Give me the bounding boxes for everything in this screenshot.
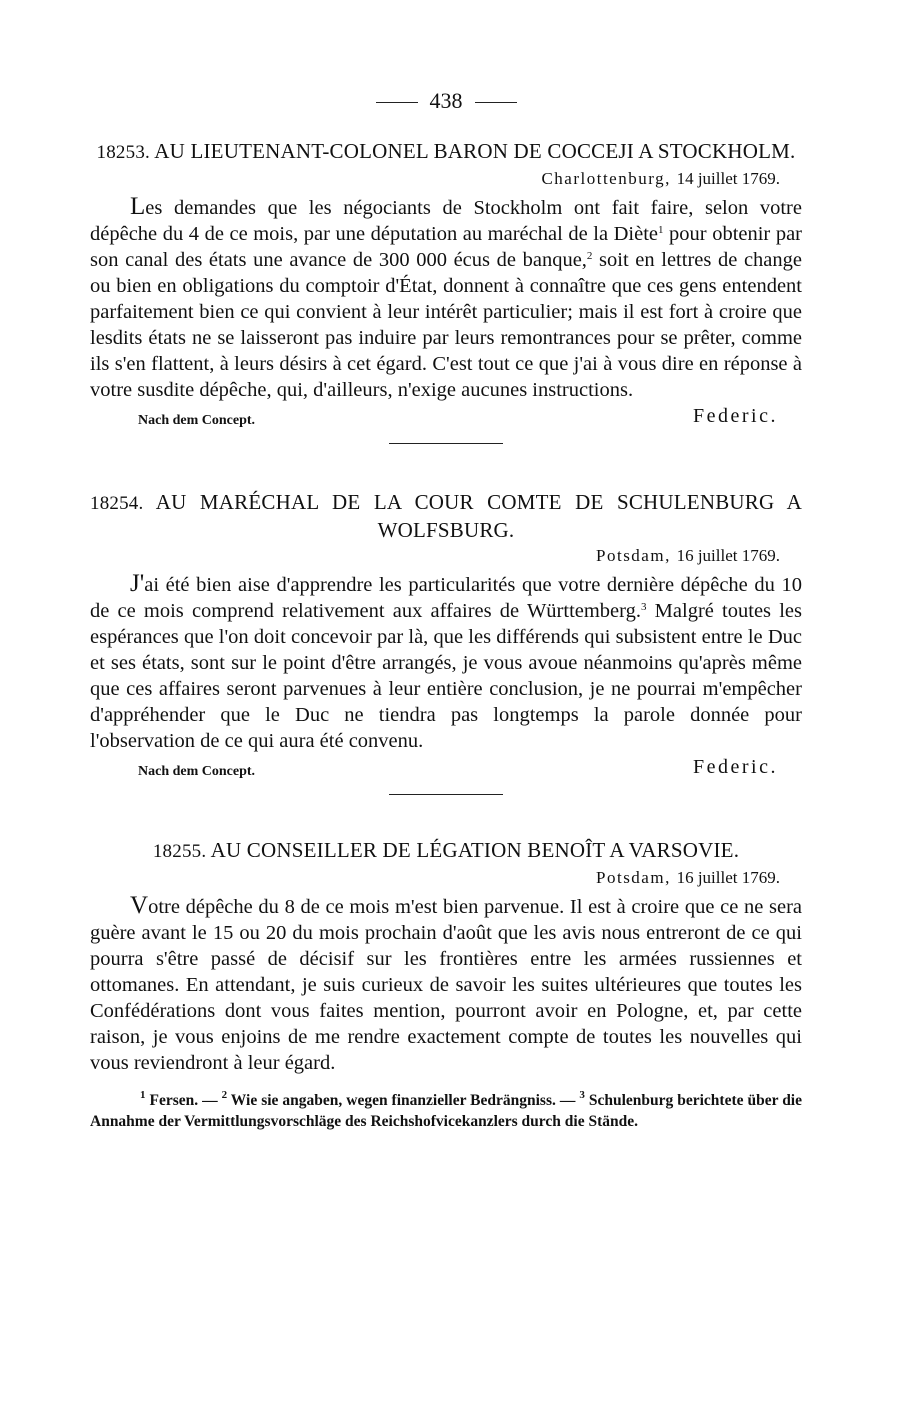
source-note: Nach dem Concept.: [138, 413, 256, 428]
letter-body-part: Les demandes que les négociants de Stockholm ont fait faire, selon votre dépêche du 4 de ce mois, par une députation au maréchal de la Diète: [90, 193, 802, 245]
footnote-marker: 1: [140, 1089, 146, 1101]
letter-place: Potsdam,: [596, 868, 671, 887]
letter-place: Potsdam,: [596, 546, 671, 565]
section-divider: [389, 794, 503, 795]
letter-heading: [90, 489, 802, 543]
letter-place: Charlottenburg,: [541, 169, 671, 188]
letter-body-part: pour obtenir par son canal des états une avance de 300 000 écus de banque,: [90, 223, 802, 271]
signature: Federic.: [693, 405, 778, 427]
letter-dateline: [90, 543, 802, 569]
letter-date: 16 juillet 1769.: [676, 546, 780, 565]
letter-recipient: AU MARÉCHAL DE LA COUR COMTE DE SCHULENBURG A WOLFSBURG.: [155, 490, 802, 542]
letter-body-part: Votre dépêche du 8 de ce mois m'est bien parvenue. Il est à croire que ce ne sera guère avant le 15 ou 20 du mois prochain d'août que les avis nous entreront de ce qui pourra s'être passé de décisif sur les frontières entre les armées russiennes et ottomanes. En attendant, je suis curieux de savoir les suites ultérieures que toutes les Confédérations dont vous faites mention, pourront avoir en Pologne, et, par cette raison, je vous enjoins de me rendre exactement compte de toutes les nouvelles qui vous reviendront à leur égard.: [90, 892, 802, 1074]
page: [90, 84, 802, 1132]
header-rule-left: [376, 102, 418, 103]
footnote-text: Wie sie angaben, wegen finanzieller Bedrängniss. —: [227, 1092, 580, 1109]
letter-body-part: J'ai été bien aise d'apprendre les particularités que votre dernière dépêche du 10 de ce mois comprend relativement aux affaires de Württemberg.: [90, 570, 802, 622]
letter-recipient: AU CONSEILLER DE LÉGATION BENOÎT A VARSOVIE.: [210, 838, 740, 862]
footnote-ref: 2: [586, 250, 593, 262]
footnote-ref: 3: [641, 601, 647, 613]
letter-number: 18255.: [152, 841, 207, 862]
letter-body-part: soit en lettres de change ou bien en obligations du comptoir d'État, donnent à connaître que ces gens entendent parfaitement bien ce qui convient à leur intérêt particulier; mais il est fort à croire que lesdits états ne se laisseront pas induire par leurs remontrances pour se prêter, comme ils s'en flattent, à leurs désirs à cet égard. C'est tout ce que j'ai à vous dire en réponse à votre susdite dépêche, qui, d'ailleurs, n'exige aucunes instructions.: [90, 249, 802, 401]
letter-number: 18254.: [90, 493, 144, 514]
letter-dateline: [90, 865, 802, 891]
page-header: [90, 84, 802, 118]
letter-heading: [90, 837, 802, 865]
letter-body: [90, 893, 802, 1076]
letter-18255: [90, 837, 802, 1076]
section-divider: [389, 443, 503, 444]
letter-18254: [90, 489, 802, 786]
letter-heading: [90, 138, 802, 166]
letter-recipient: AU LIEUTENANT-COLONEL BARON DE COCCEJI A STOCKHOLM.: [154, 139, 796, 163]
letter-body: [90, 194, 802, 403]
page-number: 438: [429, 88, 463, 113]
header-rule-right: [475, 102, 517, 103]
footnote-text: Schulenburg berichtete über die Annahme der Vermittlungsvorschläge des Reichshofvicekanzlers durch die Stände.: [90, 1092, 802, 1130]
footnote-text: Fersen. —: [145, 1092, 222, 1109]
signature: Federic.: [693, 756, 778, 778]
letter-closing: [90, 754, 802, 786]
letter-dateline: [90, 166, 802, 192]
letter-18253: [90, 138, 802, 435]
letter-closing: [90, 403, 802, 435]
letter-date: 16 juillet 1769.: [676, 868, 780, 887]
footnotes: [90, 1090, 802, 1132]
letter-body-part: Malgré toutes les espérances que l'on doit concevoir par là, que les différends qui subsistent entre le Duc et ses états, sont sur le point d'être arrangés, je vous avoue néanmoins qu'après même que ces affaires seront parvenues à leur entière conclusion, je ne pourrai m'empêcher d'appréhender que le Duc ne tiendra pas longtemps la parole donnée pour l'observation de ce qui aura été convenu.: [90, 600, 802, 752]
letter-number: 18253.: [96, 142, 150, 163]
letter-date: 14 juillet 1769.: [676, 169, 780, 188]
footnote-marker: 2: [221, 1089, 228, 1101]
letter-body: [90, 571, 802, 754]
footnote-marker: 3: [579, 1089, 585, 1101]
source-note: Nach dem Concept.: [138, 764, 256, 779]
footnote-ref: 1: [658, 224, 664, 236]
